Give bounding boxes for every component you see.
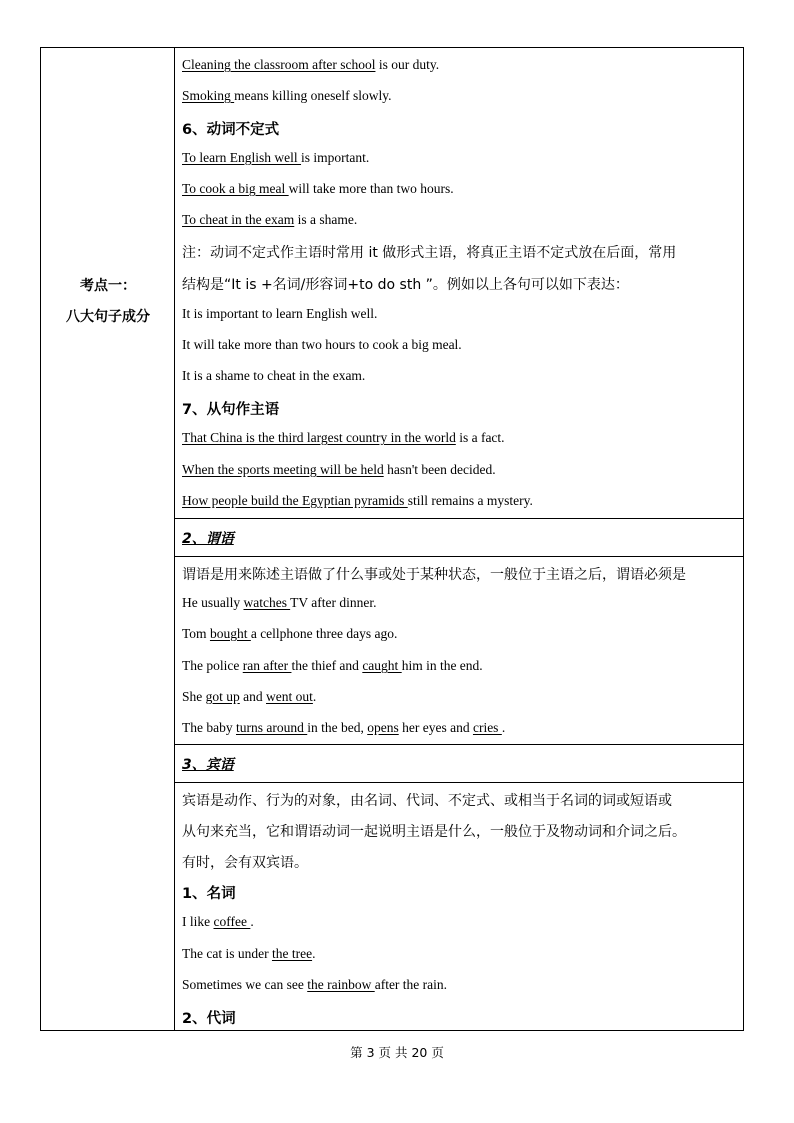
text-run: Sometimes we can see	[182, 977, 308, 992]
text-run: still remains a mystery.	[407, 493, 533, 508]
text-run: .	[501, 720, 506, 735]
example-line	[182, 212, 357, 228]
text-run: the thief and	[291, 658, 363, 673]
subheading-noun: 1、名词	[182, 886, 236, 902]
content-table	[40, 47, 744, 1031]
example-line	[182, 946, 315, 962]
example-line	[182, 57, 439, 73]
text-run: in the bed,	[307, 720, 368, 735]
text-run: It is important to learn English well.	[182, 306, 378, 321]
example-line	[182, 181, 454, 197]
underlined-phrase: went out	[266, 689, 313, 704]
text-run: is a shame.	[294, 212, 358, 227]
text-run: and	[239, 689, 267, 704]
note-line: 结构是“It is +名词/形容词+to do sth ”。例如以上各句可以如下表达：	[182, 277, 629, 293]
example-line	[182, 977, 447, 993]
underlined-phrase: When the sports meeting will be held	[182, 462, 384, 477]
underlined-phrase: cries	[472, 720, 502, 735]
example-line	[182, 368, 365, 384]
text-run: It will take more than two hours to cook a big meal.	[182, 337, 462, 352]
topic-title: 八大句子成分	[66, 309, 150, 325]
underlined-phrase: To cheat in the exam	[182, 212, 295, 227]
underlined-phrase: opens	[367, 720, 399, 735]
text-run: He usually	[182, 595, 244, 610]
intro-line: 从句来充当，它和谓语动词一起说明主语是什么，一般位于及物动词和介词之后。	[182, 824, 686, 840]
subheading-clause: 7、从句作主语	[182, 402, 280, 418]
underlined-phrase: Cleaning the classroom after school	[182, 57, 376, 72]
topic-column	[41, 48, 175, 1030]
text-run: a cellphone three days ago.	[250, 626, 398, 641]
text-run: The police	[182, 658, 243, 673]
text-run: after the rain.	[374, 977, 448, 992]
underlined-phrase: the rainbow	[307, 977, 375, 992]
subheading-infinitive: 6、动词不定式	[182, 122, 280, 138]
example-line	[182, 914, 254, 930]
example-line	[182, 689, 316, 705]
example-line	[182, 150, 369, 166]
text-run: means killing oneself slowly.	[234, 88, 392, 103]
intro-line: 有时，会有双宾语。	[182, 855, 308, 871]
text-run: will take more than two hours.	[288, 181, 454, 196]
underlined-phrase: That China is the third largest country in the world	[182, 430, 456, 445]
example-line	[182, 430, 505, 446]
underlined-phrase: the tree	[271, 946, 313, 961]
text-run: The baby	[182, 720, 236, 735]
text-run: hasn't been decided.	[383, 462, 496, 477]
note-line: 注：动词不定式作主语时常用 it 做形式主语，将真正主语不定式放在后面，常用	[182, 245, 677, 261]
intro-line: 宾语是动作、行为的对象，由名词、代词、不定式、或相当于名词的词或短语或	[182, 793, 672, 809]
text-run: him in the end.	[401, 658, 483, 673]
example-line	[182, 626, 397, 642]
example-line	[182, 493, 533, 509]
text-run: It is a shame to cheat in the exam.	[182, 368, 366, 383]
text-run: TV after dinner.	[290, 595, 377, 610]
underlined-phrase: To cook a big meal	[182, 181, 289, 196]
text-run: Tom	[182, 626, 210, 641]
topic-label: 考点一：	[80, 278, 136, 294]
row-divider	[175, 556, 743, 557]
intro-line: 谓语是用来陈述主语做了什么事或处于某种状态，一般位于主语之后，谓语必须是	[182, 567, 686, 583]
text-run: is important.	[301, 150, 370, 165]
underlined-phrase: watches	[243, 595, 291, 610]
content-column	[175, 48, 743, 1030]
example-line	[182, 658, 483, 674]
text-run: .	[312, 689, 317, 704]
text-run: I like	[182, 914, 214, 929]
text-run: is our duty.	[375, 57, 440, 72]
underlined-phrase: ran after	[242, 658, 292, 673]
example-line	[182, 720, 505, 736]
example-line	[182, 88, 392, 104]
underlined-phrase: To learn English well	[182, 150, 302, 165]
row-divider	[175, 744, 743, 745]
section-title-predicate: 2、谓语	[182, 531, 234, 547]
underlined-phrase: caught	[362, 658, 402, 673]
example-line	[182, 306, 377, 322]
text-run: her eyes and	[398, 720, 473, 735]
text-run: .	[250, 914, 254, 929]
text-run: is a fact.	[455, 430, 505, 445]
section-title-object: 3、宾语	[182, 757, 234, 773]
text-run: .	[312, 946, 316, 961]
subheading-pronoun: 2、代词	[182, 1011, 236, 1027]
example-line	[182, 462, 496, 478]
underlined-phrase: Smoking	[182, 88, 235, 103]
text-run: She	[182, 689, 206, 704]
example-line	[182, 337, 462, 353]
underlined-phrase: How people build the Egyptian pyramids	[182, 493, 408, 508]
row-divider	[175, 518, 743, 519]
text-run: The cat is under	[182, 946, 272, 961]
page-number-footer: 第 3 页 共 20 页	[350, 1045, 444, 1060]
underlined-phrase: turns around	[235, 720, 308, 735]
row-divider	[175, 782, 743, 783]
underlined-phrase: got up	[205, 689, 240, 704]
underlined-phrase: coffee	[213, 914, 251, 929]
example-line	[182, 595, 376, 611]
underlined-phrase: bought	[209, 626, 251, 641]
